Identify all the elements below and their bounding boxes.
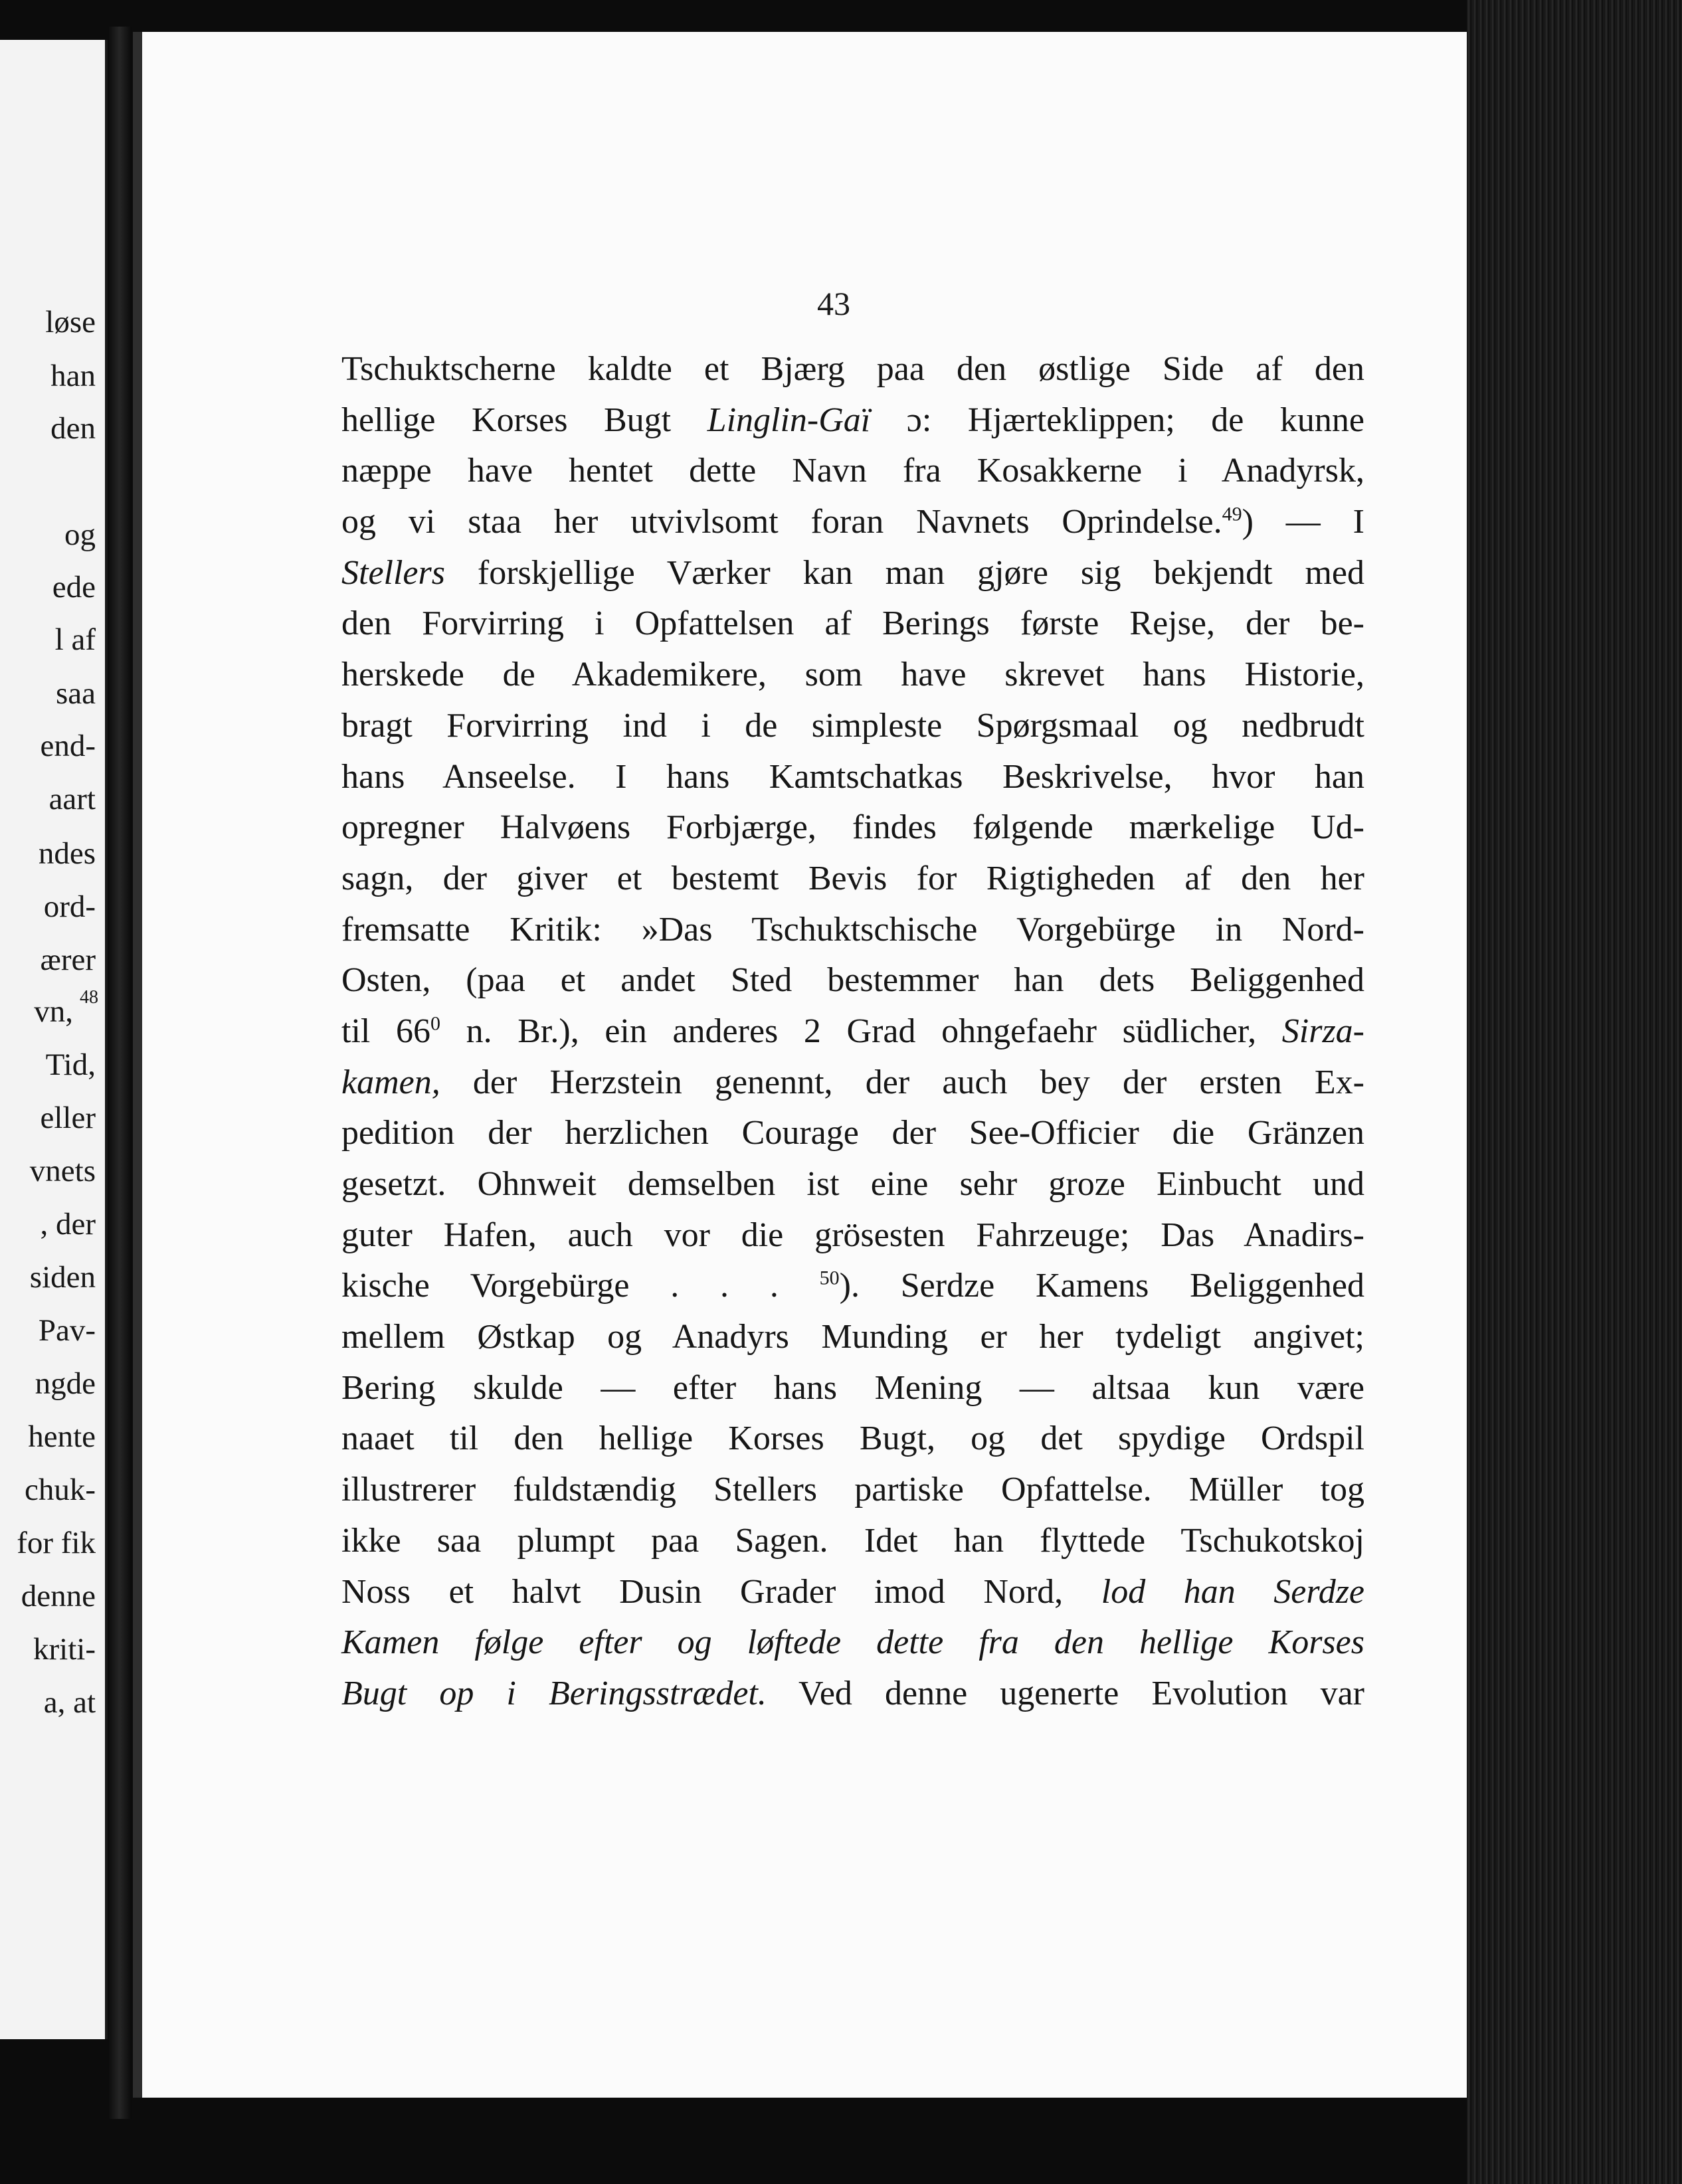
text-run: Osten, (paa et andet Sted bestemmer han dets Beliggenhed	[341, 961, 1364, 1000]
text-run: ) — I	[1242, 503, 1364, 541]
text-run: hans Anseelse. I hans Kamtschatkas Beskrivelse, hvor han	[341, 757, 1364, 796]
footnote-ref: 49	[1222, 503, 1242, 525]
text-run: Tschuktscherne kaldte et Bjærg paa den østlige Side af den	[341, 350, 1364, 388]
text-line	[341, 1261, 1364, 1312]
text-line	[341, 548, 1364, 599]
text-run: til 66	[341, 1012, 430, 1050]
left-page-fragment: , der	[40, 1207, 96, 1241]
previous-page-edge	[0, 40, 108, 2039]
left-page-fragment: saa	[55, 676, 96, 711]
text-run: der Herzstein genennt, der auch bey der ersten Ex-	[440, 1063, 1364, 1101]
left-page-fragment: vn,	[34, 994, 73, 1029]
italic-text: Kamen følge efter og løftede dette fra den hellige Korses	[341, 1623, 1364, 1662]
text-run: opregner Halvøens Forbjærge, findes følgende mærkelige Ud-	[341, 808, 1364, 847]
text-run: fremsatte Kritik: »Das Tschuktschische Vorgebürge in Nord-	[341, 910, 1364, 949]
left-page-fragment: Tid,	[45, 1047, 96, 1082]
text-line	[341, 497, 1364, 548]
text-run: guter Hafen, auch vor die grösesten Fahrzeuge; Das Anadirs-	[341, 1216, 1364, 1254]
text-line	[341, 802, 1364, 854]
text-line	[341, 1057, 1364, 1109]
text-line	[341, 1413, 1364, 1465]
text-line	[341, 1567, 1364, 1618]
page-body-text	[341, 344, 1364, 1720]
left-page-fragment: ndes	[38, 836, 96, 871]
left-page-fragment: end-	[40, 729, 96, 763]
left-page-fragment: siden	[29, 1260, 96, 1295]
text-line	[341, 1465, 1364, 1516]
left-page-fragment: løse	[45, 305, 96, 339]
text-run: bragt Forvirring ind i de simpleste Spørgsmaal og nedbrudt	[341, 706, 1364, 745]
footnote-ref: 0	[430, 1012, 440, 1035]
left-page-fragment: denne	[21, 1579, 96, 1613]
italic-text: Sirza-	[1281, 1012, 1365, 1050]
text-line	[341, 344, 1364, 395]
text-run: den Forvirring i Opfattelsen af Berings første Rejse, der be-	[341, 604, 1364, 643]
text-line	[341, 701, 1364, 752]
text-run: ikke saa plumpt paa Sagen. Idet han flyttede Tschukotskoj	[341, 1521, 1364, 1560]
text-run: herskede de Akademikere, som have skrevet hans Historie,	[341, 656, 1364, 694]
left-page-fragment: chuk-	[24, 1473, 96, 1507]
italic-text: lod han Serdze	[1101, 1572, 1365, 1611]
left-page-fragment: 48	[80, 987, 98, 1008]
text-run: ). Serdze Kamens Beliggenhed	[839, 1267, 1364, 1305]
left-page-fragment: kriti-	[33, 1632, 96, 1667]
text-run: Ved denne ugenerte Evolution var	[766, 1674, 1364, 1712]
left-page-fragment: ngde	[35, 1366, 96, 1401]
left-page-fragment: vnets	[29, 1154, 96, 1188]
text-run: hellige Korses Bugt	[341, 401, 707, 439]
left-page-fragment: ede	[52, 570, 96, 604]
text-run: illustrerer fuldstændig Stellers partiske Opfattelse. Müller tog	[341, 1471, 1364, 1509]
text-line	[341, 446, 1364, 497]
text-line	[341, 1006, 1364, 1057]
text-line	[341, 1669, 1364, 1720]
text-run: Noss et halvt Dusin Grader imod Nord,	[341, 1572, 1101, 1611]
text-line	[341, 752, 1364, 803]
text-line	[341, 1312, 1364, 1363]
left-page-fragment: han	[50, 359, 96, 393]
italic-text: Linglin-Gaï	[707, 401, 871, 439]
text-line	[341, 598, 1364, 650]
book-page	[133, 32, 1473, 2098]
book-gutter	[108, 27, 132, 2119]
text-line	[341, 1210, 1364, 1261]
italic-text: Bugt op i Beringsstrædet.	[341, 1674, 767, 1712]
left-page-fragment: eller	[40, 1101, 96, 1135]
text-line	[341, 1108, 1364, 1159]
left-page-fragment: ord-	[43, 889, 96, 924]
italic-text: kamen,	[341, 1063, 440, 1101]
text-run: ɔ: Hjærteklippen; de kunne	[870, 401, 1364, 439]
left-page-fragment: hente	[28, 1419, 96, 1454]
text-line	[341, 650, 1364, 701]
italic-text: Stellers	[341, 553, 445, 592]
text-run: og vi staa her utvivlsomt foran Navnets Oprindelse.	[341, 503, 1222, 541]
text-line	[341, 1159, 1364, 1210]
text-run: pedition der herzlichen Courage der See-Officier die Gränzen	[341, 1114, 1364, 1152]
text-line	[341, 854, 1364, 905]
left-page-fragment: og	[64, 517, 96, 552]
text-run: forskjellige Værker kan man gjøre sig bekjendt med	[444, 553, 1364, 592]
left-page-fragment: ærer	[40, 943, 96, 977]
text-line	[341, 1617, 1364, 1669]
page-number: 43	[817, 285, 850, 322]
text-line	[341, 905, 1364, 956]
text-run: gesetzt. Ohnweit demselben ist eine sehr groze Einbucht und	[341, 1165, 1364, 1203]
left-page-fragment: den	[50, 411, 96, 446]
left-page-fragment: l af	[54, 622, 96, 657]
text-line	[341, 395, 1364, 446]
footnote-ref: 50	[819, 1267, 840, 1290]
text-run: naaet til den hellige Korses Bugt, og det spydige Ordspil	[341, 1419, 1364, 1458]
text-run: kische Vorgebürge . . .	[341, 1267, 820, 1305]
left-page-fragment: a, at	[43, 1685, 96, 1720]
text-line	[341, 1516, 1364, 1567]
text-line	[341, 1363, 1364, 1414]
text-run: næppe have hentet dette Navn fra Kosakkerne i Anadyrsk,	[341, 452, 1364, 490]
left-page-fragment: Pav-	[38, 1313, 96, 1348]
text-run: mellem Østkap og Anadyrs Munding er her tydeligt angivet;	[341, 1318, 1364, 1356]
text-run: Bering skulde — efter hans Mening — altsaa kun være	[341, 1368, 1364, 1407]
left-page-fragment: for fik	[17, 1526, 96, 1560]
text-line	[341, 955, 1364, 1006]
text-run: n. Br.), ein anderes 2 Grad ohngefaehr südlicher,	[440, 1012, 1282, 1050]
text-run: sagn, der giver et bestemt Bevis for Rigtigheden af den her	[341, 859, 1364, 897]
page-edges	[1467, 0, 1682, 2184]
left-page-fragment: aart	[48, 782, 96, 816]
